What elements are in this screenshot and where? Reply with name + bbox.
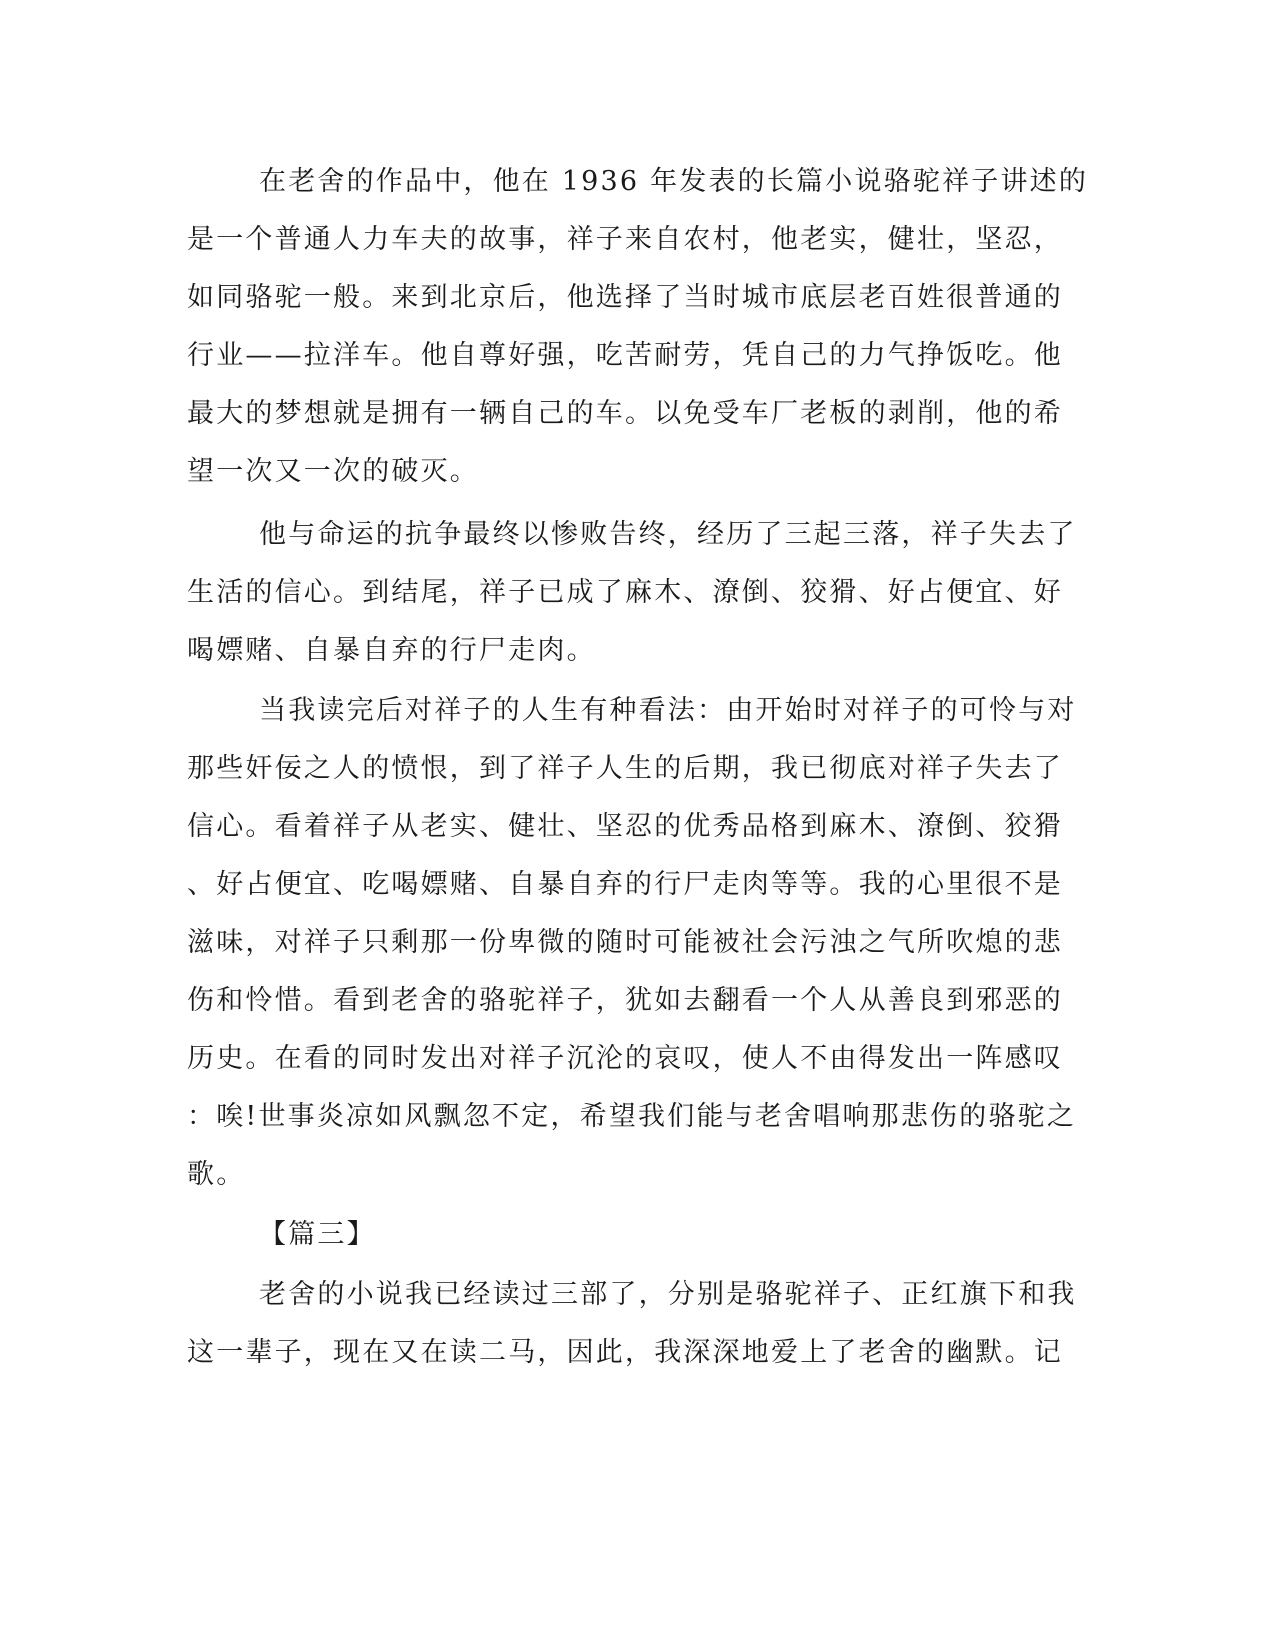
paragraph-1-line-6: 望一次又一次的破灭。 (187, 456, 479, 487)
paragraph-3-line-8: ：唉!世事炎凉如风飘忽不定，希望我们能与老舍唱响那悲伤的骆驼之 (187, 1101, 1077, 1132)
paragraph-1-line-3: 如同骆驼一般。来到北京后，他选择了当时城市底层老百姓很普通的 (187, 282, 1063, 313)
paragraph-3-line-3: 信心。看着祥子从老实、健壮、坚忍的优秀品格到麻木、潦倒、狡猾 (187, 811, 1063, 842)
paragraph-3-line-5: 滋味，对祥子只剩那一份卑微的随时可能被社会污浊之气所吹熄的悲 (187, 927, 1063, 958)
paragraph-1-line-5: 最大的梦想就是拥有一辆自己的车。以免受车厂老板的剥削，他的希 (187, 398, 1063, 429)
paragraph-4-line-1: 老舍的小说我已经读过三部了，分别是骆驼祥子、正红旗下和我 (259, 1279, 1077, 1310)
section-heading: 【篇三】 (259, 1219, 376, 1250)
paragraph-3-line-9: 歌。 (187, 1159, 246, 1190)
paragraph-1-line-1: 在老舍的作品中，他在 1936 年发表的长篇小说骆驼祥子讲述的 (259, 166, 1089, 197)
paragraph-2-line-3: 喝嫖赌、自暴自弃的行尸走肉。 (187, 635, 596, 666)
paragraph-3-line-1: 当我读完后对祥子的人生有种看法：由开始时对祥子的可怜与对 (259, 695, 1077, 726)
paragraph-2-line-1: 他与命运的抗争最终以惨败告终，经历了三起三落，祥子失去了 (259, 519, 1077, 550)
paragraph-4-line-2: 这一辈子，现在又在读二马，因此，我深深地爱上了老舍的幽默。记 (187, 1337, 1063, 1368)
paragraph-1-line-2: 是一个普通人力车夫的故事，祥子来自农村，他老实，健壮，坚忍， (187, 224, 1063, 255)
paragraph-3-line-2: 那些奸佞之人的愤恨，到了祥子人生的后期，我已彻底对祥子失去了 (187, 753, 1063, 784)
paragraph-2-line-2: 生活的信心。到结尾，祥子已成了麻木、潦倒、狡猾、好占便宜、好 (187, 577, 1063, 608)
paragraph-3-line-7: 历史。在看的同时发出对祥子沉沦的哀叹，使人不由得发出一阵感叹 (187, 1043, 1063, 1074)
paragraph-3-line-6: 伤和怜惜。看到老舍的骆驼祥子，犹如去翻看一个人从善良到邪恶的 (187, 985, 1063, 1016)
paragraph-3-line-4: 、好占便宜、吃喝嫖赌、自暴自弃的行尸走肉等等。我的心里很不是 (187, 869, 1063, 900)
paragraph-1-line-4: 行业——拉洋车。他自尊好强，吃苦耐劳，凭自己的力气挣饭吃。他 (187, 340, 1063, 371)
